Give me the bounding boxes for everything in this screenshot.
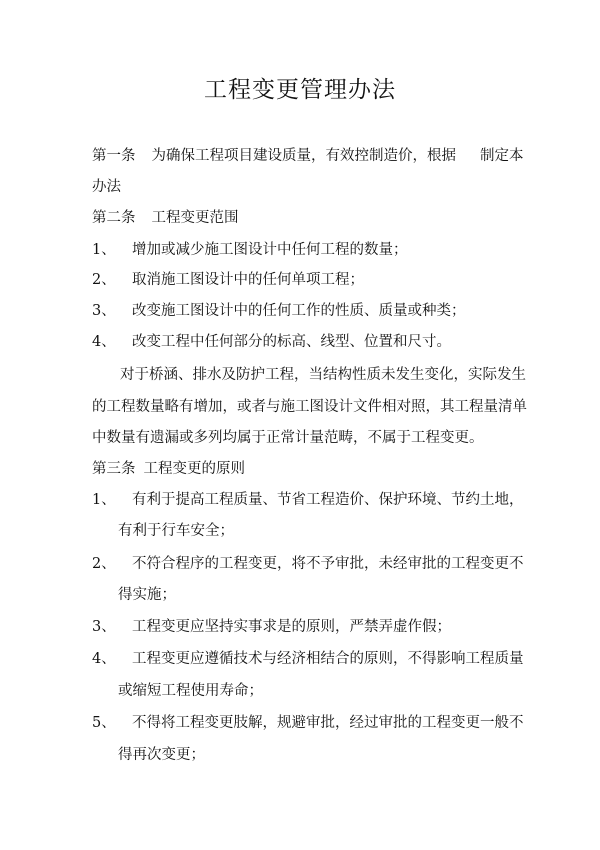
list-item — [92, 301, 466, 321]
item-text: 不符合程序的工程变更，将不予审批，未经审批的工程变更不 — [132, 556, 524, 572]
article-3-heading: 工程变更的原则 — [143, 461, 245, 477]
item-number: 3、 — [92, 619, 116, 635]
item-number: 1、 — [92, 492, 116, 508]
list-item — [92, 649, 524, 669]
article-1-label: 第一条 — [92, 148, 136, 164]
list-item — [92, 617, 451, 637]
article-2-heading-line — [92, 208, 239, 228]
article-1-tail: 制定本 — [480, 148, 524, 164]
item-continuation: 或缩短工程使用寿命； — [118, 683, 263, 699]
article-1-continuation: 办法 — [92, 179, 121, 195]
paragraph-line-2: 的工程数量略有增加，或者与施工图设计文件相对照，其工程量清单 — [92, 399, 527, 415]
item-number: 3、 — [92, 303, 116, 319]
item-number: 2、 — [92, 272, 116, 288]
item-text: 工程变更应遵循技术与经济相结合的原则，不得影响工程质量 — [132, 651, 524, 667]
list-item — [92, 270, 364, 290]
paragraph-line-3: 中数量有遗漏或多列均属于正常计量范畴，不属于工程变更。 — [92, 430, 484, 446]
item-number: 2、 — [92, 556, 116, 572]
article-2-label: 第二条 — [92, 210, 136, 226]
item-text: 增加或减少施工图设计中任何工程的数量； — [132, 242, 408, 258]
article-1-text: 为确保工程项目建设质量，有效控制造价，根据 — [151, 148, 456, 164]
item-text: 工程变更应坚持实事求是的原则，严禁弄虚作假； — [132, 619, 451, 635]
article-2-heading: 工程变更范围 — [151, 210, 239, 226]
item-number: 5、 — [92, 715, 116, 731]
item-number: 1、 — [92, 242, 116, 258]
list-item — [92, 490, 524, 510]
article-3-label: 第三条 — [92, 461, 136, 477]
item-number: 4、 — [92, 651, 116, 667]
document-title: 工程变更管理办法 — [204, 77, 396, 103]
article-1-line — [92, 146, 524, 166]
item-continuation: 有利于行车安全； — [118, 523, 234, 539]
item-continuation: 得实施； — [118, 587, 176, 603]
item-text: 改变工程中任何部分的标高、线型、位置和尺寸。 — [132, 334, 451, 350]
item-text: 改变施工图设计中的任何工作的性质、质量或种类； — [132, 303, 466, 319]
item-number: 4、 — [92, 334, 116, 350]
item-text: 有利于提高工程质量、节省工程造价、保护环境、节约土地， — [132, 492, 524, 508]
list-item — [92, 554, 524, 574]
item-text: 取消施工图设计中的任何单项工程； — [132, 272, 364, 288]
item-continuation: 得再次变更； — [118, 747, 205, 763]
article-3-heading-line — [92, 459, 245, 479]
list-item — [92, 713, 524, 733]
paragraph-line-1: 对于桥涵、排水及防护工程，当结构性质未发生变化，实际发生 — [120, 367, 526, 383]
item-text: 不得将工程变更肢解，规避审批，经过审批的工程变更一般不 — [132, 715, 524, 731]
list-item — [92, 240, 408, 260]
list-item — [92, 332, 451, 352]
